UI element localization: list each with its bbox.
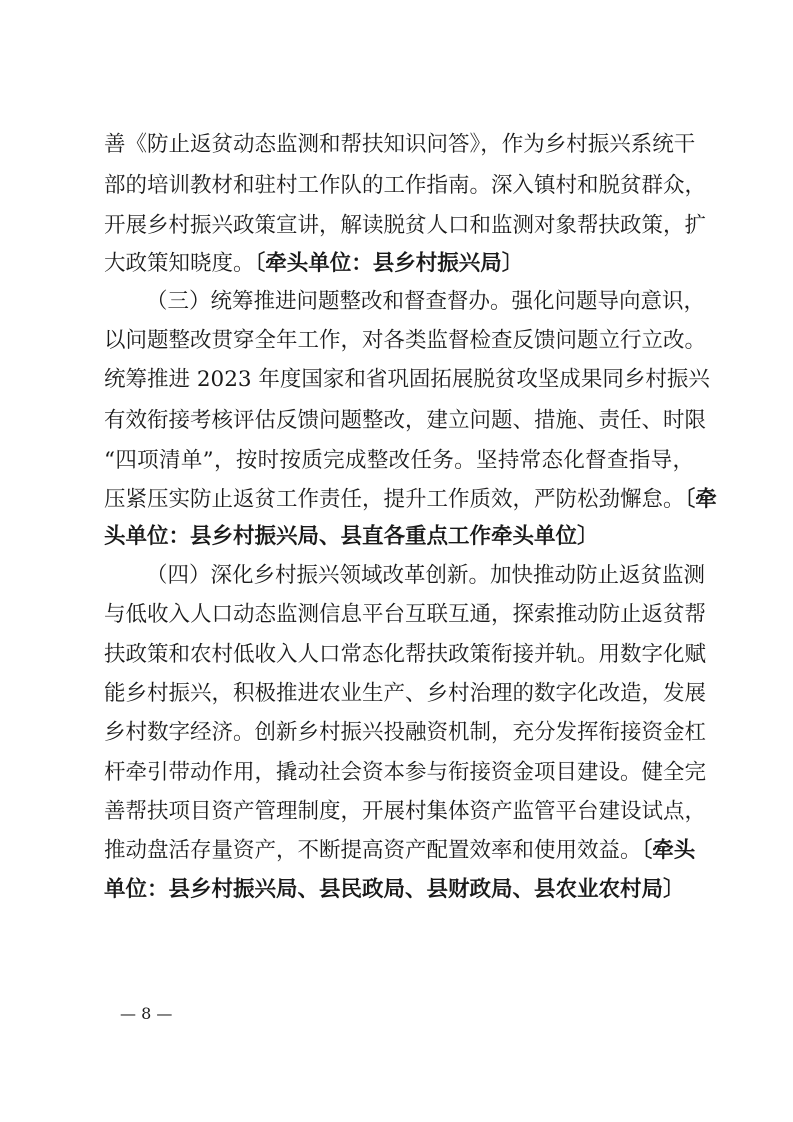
lead-unit-text: 〔牵头 [641,838,696,863]
text-line-15 [104,676,707,712]
line-text: 杆牵引带动作用，撬动社会资本参与衔接资金项目建设。健全完 [104,760,707,785]
section-four-heading [146,558,706,594]
lead-unit-text: 单位：县乡村振兴局、县民政局、县财政局、县农业农村局〕 [104,877,685,902]
text-line-17 [104,755,707,791]
text-line-14 [104,637,707,673]
line-text: “四项清单”，按时按质完成整改任务。坚持常态化督查指导， [104,448,694,473]
line-text: 与低收入人口动态监测信息平台互联互通，探索推动防止返贫帮 [104,602,707,627]
text-line-20 [104,872,694,908]
line-text: 开展乡村振兴政策宣讲，解读脱贫人口和监测对象帮扶政策，扩 [104,213,707,238]
lead-unit-text: 〔牵头单位：县乡村振兴局〕 [254,251,524,276]
line-text: 部的培训教材和驻村工作队的工作指南。深入镇村和脱贫群众， [104,173,707,198]
text-line-8 [104,403,707,439]
line-text: 善帮扶项目资产管理制度，开展村集体资产监管平台建设试点， [104,799,707,824]
text-line-11 [104,519,694,555]
line-text: 扶政策和农村低收入人口常态化帮扶政策衔接并轨。用数字化赋 [104,642,707,667]
line-text: （三）统筹推进问题整改和督查督办。强化问题导向意识， [146,289,706,314]
line-text: 以问题整改贯穿全年工作，对各类监督检查反馈问题立行立改。 [104,328,707,353]
text-line-3 [104,208,707,244]
text-line-7 [104,362,710,398]
text-line-9 [104,443,694,479]
text-line-2 [104,168,707,204]
text-line-18 [104,794,707,830]
line-text: 善《防止返贫动态监测和帮扶知识问答》，作为乡村振兴系统干 [104,132,696,157]
text-line-10 [104,482,717,518]
line-text: 乡村数字经济。创新乡村振兴投融资机制，充分发挥衔接资金杠 [104,720,707,745]
line-text: 有效衔接考核评估反馈问题整改，建立问题、措施、责任、时限 [104,408,707,433]
line-text: 能乡村振兴，积极推进农业生产、乡村治理的数字化改造，发展 [104,681,707,706]
text-line-1 [104,127,694,163]
text-line-19 [104,833,694,869]
lead-unit-text: 〔牵 [684,487,717,512]
text-line-6 [104,323,707,359]
page-number: — 8 — [120,1004,173,1023]
line-text: 统筹推进 2023 年度国家和省巩固拓展脱贫攻坚成果同乡村振兴 [104,367,710,392]
line-text: 压紧压实防止返贫工作责任，提升工作质效，严防松劲懈怠。 [104,487,685,512]
text-line-13 [104,597,707,633]
section-three-heading [146,284,706,320]
line-text: 推动盘活存量资产，不断提高资产配置效率和使用效益。 [104,838,642,863]
line-text: 大政策知晓度。 [104,251,255,276]
line-text: （四）深化乡村振兴领域改革创新。加快推动防止返贫监测 [146,563,706,588]
text-line-16 [104,715,707,751]
lead-unit-text: 头单位：县乡村振兴局、县直各重点工作牵头单位〕 [104,524,599,549]
text-line-4 [104,246,694,282]
